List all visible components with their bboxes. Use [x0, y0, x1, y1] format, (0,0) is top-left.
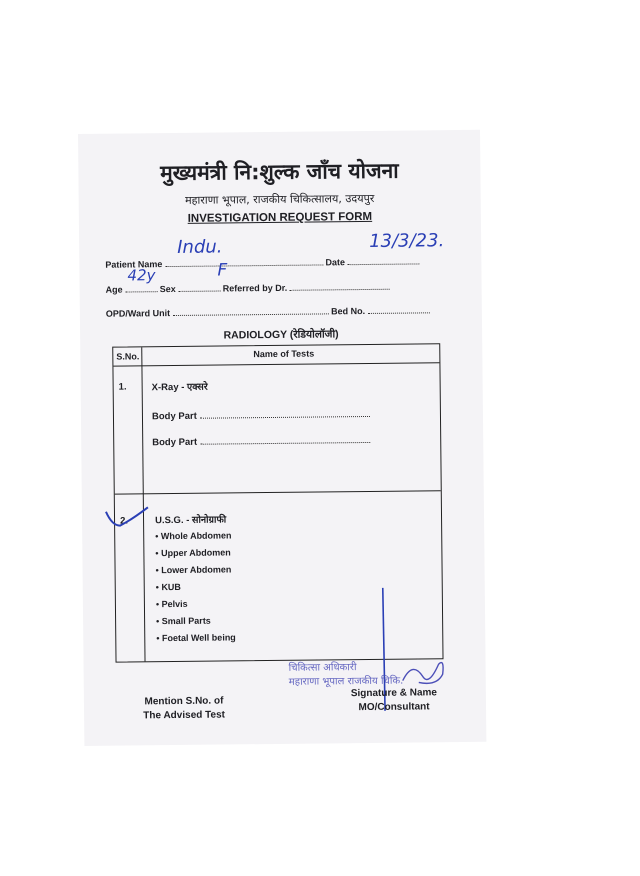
stamp-line-1: चिकित्सा अधिकारी: [288, 662, 357, 674]
usg-item: • Upper Abdomen: [155, 547, 231, 559]
opd-label: OPD/Ward Unit: [105, 308, 171, 319]
sex-label: Sex: [159, 283, 176, 295]
body-part-2-label: Body Part: [152, 436, 198, 449]
footer-right-line-2: MO/Consultant: [358, 701, 430, 714]
usg-item: • Small Parts: [156, 615, 211, 627]
opd-bed-field: [106, 303, 430, 318]
body-part-1: [152, 407, 370, 422]
row-divider: [115, 490, 441, 494]
usg-item: • KUB: [155, 581, 181, 593]
row1-test: X-Ray - एक्सरे: [151, 381, 208, 394]
official-stamp: [289, 659, 404, 688]
date-label: Date: [325, 257, 345, 268]
footer-right-line-1: Signature & Name: [350, 687, 437, 700]
section-title: RADIOLOGY (रेडियोलॉजी): [223, 328, 339, 342]
footer-right: [334, 686, 454, 715]
bed-label: Bed No.: [331, 306, 366, 317]
footer-left-line-2: The Advised Test: [143, 709, 225, 722]
row2-test: U.S.G. - सोनोग्राफी: [154, 514, 227, 527]
header-divider: [113, 362, 439, 366]
age-label: Age: [105, 284, 123, 295]
checkmark-icon: [102, 503, 152, 534]
patient-name-label: Patient Name: [105, 259, 163, 270]
body-part-2: [152, 433, 370, 448]
col-sno-header: S.No.: [116, 351, 140, 362]
patient-name-value: Indu.: [177, 236, 223, 258]
form-paper: [78, 130, 486, 746]
referred-label: Referred by Dr.: [222, 282, 288, 294]
usg-item: • Whole Abdomen: [155, 530, 232, 542]
usg-item: • Foetal Well being: [156, 632, 236, 644]
usg-item: • Lower Abdomen: [155, 564, 232, 576]
body-part-1-label: Body Part: [151, 410, 197, 423]
date-value: 13/3/23.: [369, 230, 445, 252]
footer-left: [124, 694, 244, 723]
form-title: INVESTIGATION REQUEST FORM: [187, 210, 373, 225]
sex-value: F: [217, 260, 228, 281]
row2-number: 2.: [119, 515, 129, 527]
age-value: 42y: [127, 266, 156, 285]
col-tests-header: Name of Tests: [253, 348, 315, 360]
row1-number: 1.: [118, 381, 127, 393]
hospital-name: महाराणा भूपाल, राजकीय चिकित्सालय, उदयपुर: [184, 191, 375, 207]
usg-item: • Pelvis: [155, 598, 188, 610]
tests-table: [112, 343, 443, 662]
scheme-title: मुख्यमंत्री नि:शुल्क जाँच योजना: [159, 158, 399, 186]
footer-left-line-1: Mention S.No. of: [144, 695, 224, 708]
stamp-line-2: महाराणा भूपाल राजकीय चिकि.: [288, 675, 404, 688]
